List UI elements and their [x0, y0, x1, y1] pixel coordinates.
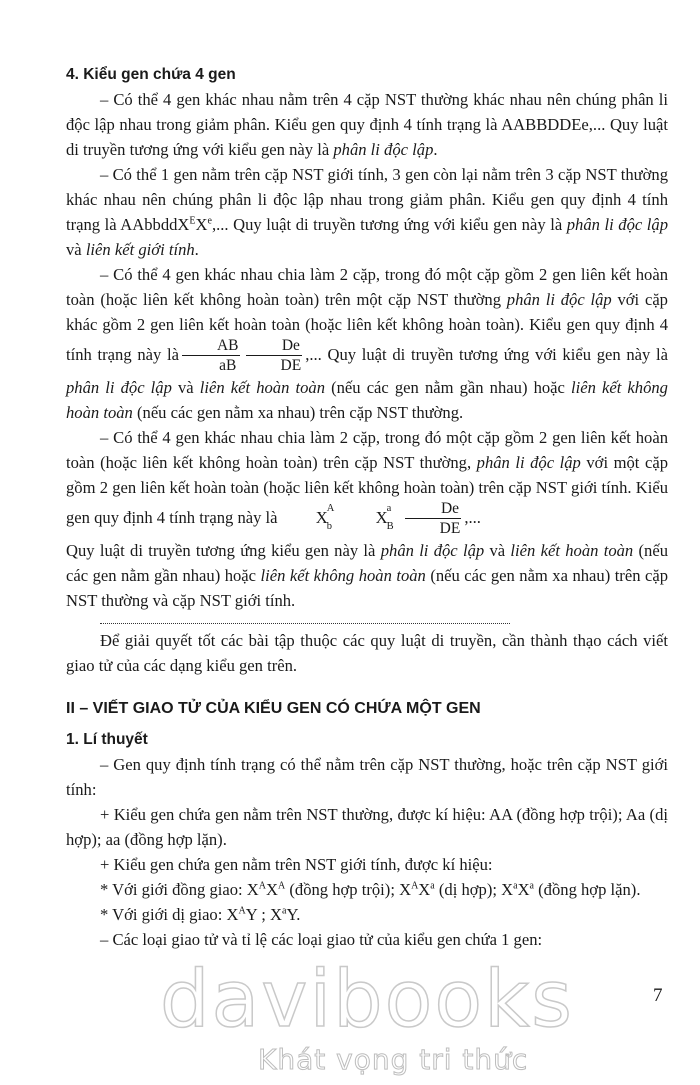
page-content [66, 62, 668, 952]
theory-line-2: + Kiểu gen chứa gen nằm trên NST thường, được kí hiệu: AA (đồng hợp trội); Aa (dị hợp); aa (đồng hợp lặn). [66, 805, 668, 849]
genotype-fraction-de-2: $\frac{De}{DE}$ [405, 500, 462, 538]
dotted-divider [100, 621, 510, 624]
theory-line-5: * Với giới dị giao: $X^AY$ ; $X^aY$. [100, 905, 301, 924]
note-paragraph: Để giải quyết tốt các bài tập thuộc các quy luật di truyền, cần thành thạo cách viết giao tử của các dạng kiểu gen trên. [66, 631, 668, 675]
paragraph-3: – Có thể 4 gen khác nhau chia làm 2 cặp, trong đó một cặp gồm 2 gen liên kết hoàn toàn (hoặc liên kết không hoàn toàn) trên một cặp NST thường phân li độc lập với cặp khác gồm 2 gen liên kết hoàn toàn (hoặc liên kết không hoàn toàn). Kiểu gen quy định 4 tính trạng này là $\frac{AB}{aB}$ $\frac{De}{DE}$ ,... Quy luật di truyền tương ứng với kiểu gen này là phân li độc lập và liên kết hoàn toàn (nếu các gen nằm gần nhau) hoặc liên kết không hoàn toàn (nếu các gen nằm xa nhau) trên cặp NST thường. [66, 265, 668, 422]
paragraph-4: – Có thể 4 gen khác nhau chia làm 2 cặp, trong đó một cặp gồm 2 gen liên kết hoàn toàn (hoặc liên kết không hoàn toàn) trên cặp NST thường, phân li độc lập với một cặp gồm 2 gen liên kết hoàn toàn (hoặc liên kết không hoàn toàn) trên cặp NST giới tính. Kiểu gen quy định 4 tính trạng này là X A b X a B $\frac{De}{DE}$ ,... [66, 428, 668, 537]
page-number: 7 [653, 985, 663, 1006]
theory-line-1: – Gen quy định tính trạng có thể nằm trên cặp NST thường, hoặc trên cặp NST giới tính: [66, 755, 668, 799]
section-heading-ii: II – VIẾT GIAO TỬ CỦA KIỂU GEN CÓ CHỨA MỘT GEN [66, 700, 481, 717]
genotype-fraction-de: $\frac{De}{DE}$ [246, 337, 303, 375]
genotype-fraction-ab: $\frac{AB}{aB}$ [182, 337, 240, 375]
paragraph-2: – Có thể 1 gen nằm trên cặp NST giới tính, 3 gen còn lại nằm trên 3 cặp NST thường khác nhau nên chúng phân li độc lập nhau trong giảm phân. Kiểu gen quy định 4 tính trạng là AAbbddX$^E$Xe,... Quy luật di truyền tương ứng với kiểu gen này là phân li độc lập và liên kết giới tính. [66, 165, 668, 259]
sub-heading-theory: 1. Lí thuyết [66, 731, 148, 748]
theory-line-3: + Kiểu gen chứa gen nằm trên NST giới tính, được kí hiệu: [100, 855, 493, 874]
theory-line-4: * Với giới đồng giao: $X^AX^A$ (đồng hợp trội); $X^AX^a$ (dị hợp); $X^aX^a$ (đồng hợp lặn). [100, 880, 641, 899]
sex-chromosome-xaB: X a B [375, 502, 394, 532]
watermark-slogan: Khát vọng tri thức [258, 1043, 529, 1076]
paragraph-1: – Có thể 4 gen khác nhau nằm trên 4 cặp NST thường khác nhau nên chúng phân li độc lập nhau trong giảm phân. Kiểu gen quy định 4 tính trạng là AABBDDEe,... Quy luật di truyền tương ứng với kiểu gen này là phân li độc lập. [66, 90, 668, 159]
theory-line-6: – Các loại giao tử và tỉ lệ các loại giao tử của kiểu gen chứa 1 gen: [100, 930, 543, 949]
paragraph-5: Quy luật di truyền tương ứng kiểu gen này là phân li độc lập và liên kết hoàn toàn (nếu các gen nằm gần nhau) hoặc liên kết không hoàn toàn (nếu các gen nằm xa nhau) trên cặp NST thường và cặp NST giới tính. [66, 541, 668, 610]
sex-chromosome-xab: X A b [315, 502, 335, 532]
section-heading-4: 4. Kiểu gen chứa 4 gen [66, 66, 236, 83]
watermark-logo: davibooks [160, 955, 574, 1045]
